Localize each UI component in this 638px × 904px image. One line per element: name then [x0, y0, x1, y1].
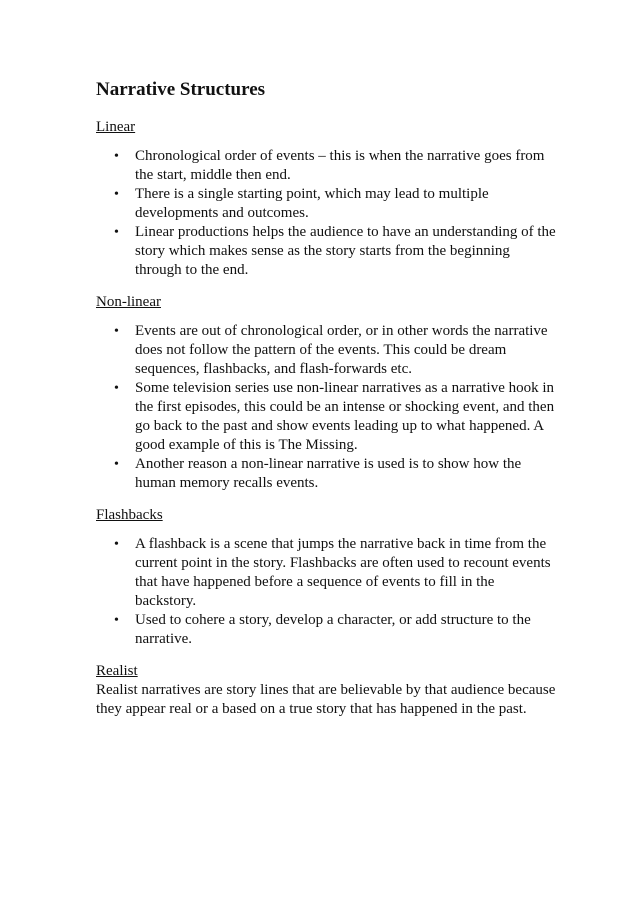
bullet-icon: •: [114, 324, 119, 339]
list-item: [96, 147, 556, 185]
list-item-text: Another reason a non-linear narrative is used is to show how the human memory recalls events.: [135, 456, 522, 491]
section-heading-realist: Realist: [96, 663, 138, 679]
realist-paragraph: Realist narratives are story lines that are believable by that audience because they appear real or a based on a true story that has happened in the past.: [96, 682, 556, 717]
list-item-text: There is a single starting point, which may lead to multiple developments and outcomes.: [135, 186, 489, 221]
list-item-text: Chronological order of events – this is when the narrative goes from the start, middle then end.: [135, 148, 545, 183]
bullet-icon: •: [114, 537, 119, 552]
list-item-text: A flashback is a scene that jumps the narrative back in time from the current point in the story. Flashbacks are often used to recount events that have happened before a sequence of events to fill in the backstory.: [135, 536, 551, 609]
list-item: [96, 611, 556, 649]
list-item-text: Used to cohere a story, develop a character, or add structure to the narrative.: [135, 612, 531, 647]
list-item-text: Some television series use non-linear narratives as a narrative hook in the first episodes, this could be an intense or shocking event, and then go back to the past and show events leading up to what happened. A good example of this is The Missing.: [135, 380, 555, 453]
document-title: Narrative Structures: [96, 79, 266, 100]
bullet-icon: •: [114, 613, 119, 628]
list-item: [96, 223, 556, 280]
document-page: [96, 78, 556, 719]
bullet-icon: •: [114, 457, 119, 472]
bullet-icon: •: [114, 381, 119, 396]
bullet-icon: •: [114, 187, 119, 202]
list-item: [96, 185, 556, 223]
linear-bullet-list: [96, 147, 556, 280]
section-heading-linear: Linear: [96, 119, 136, 135]
list-item-text: Events are out of chronological order, or in other words the narrative does not follow the pattern of the events. This could be dream sequences, flashbacks, and flash-forwards etc.: [135, 323, 548, 377]
list-item: [96, 455, 556, 493]
list-item: [96, 535, 556, 611]
section-heading-nonlinear: Non-linear: [96, 294, 161, 310]
bullet-icon: •: [114, 149, 119, 164]
list-item: [96, 379, 556, 455]
bullet-icon: •: [114, 225, 119, 240]
list-item: [96, 322, 556, 379]
section-heading-flashbacks: Flashbacks: [96, 507, 163, 523]
list-item-text: Linear productions helps the audience to have an understanding of the story which makes sense as the story starts from the beginning through to the end.: [135, 224, 556, 278]
nonlinear-bullet-list: [96, 322, 556, 493]
flashbacks-bullet-list: [96, 535, 556, 649]
